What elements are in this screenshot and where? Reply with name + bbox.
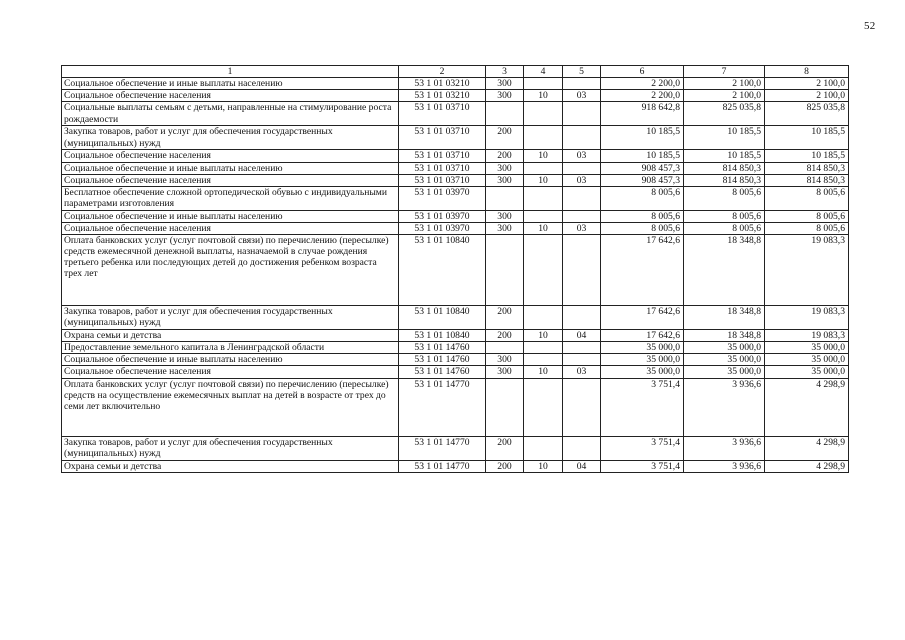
row-code-cell: 53 1 01 03970 [399,210,486,222]
row-name-cell: Закупка товаров, работ и услуг для обеспечения государственных (муниципальных) нужд [62,436,399,460]
row-value1-cell: 17 642,6 [601,330,684,342]
row-name-cell: Социальное обеспечение и иные выплаты населению [62,210,399,222]
row-code-cell: 53 1 01 14770 [399,436,486,460]
row-name-cell: Социальное обеспечение и иные выплаты населению [62,354,399,366]
row-type-cell: 300 [486,354,524,366]
row-value3-cell: 10 185,5 [765,126,849,150]
table-row [62,378,849,436]
row-value3-cell: 35 000,0 [765,354,849,366]
header-cell: 6 [601,66,684,78]
row-code-cell: 53 1 01 03710 [399,102,486,126]
budget-table [61,65,849,473]
row-value3-cell: 8 005,6 [765,222,849,234]
row-value1-cell: 35 000,0 [601,342,684,354]
row-name-cell: Предоставление земельного капитала в Ленинградской области [62,342,399,354]
row-section-cell [524,102,563,126]
row-subsection-cell: 04 [563,460,601,472]
row-name-cell: Бесплатное обеспечение сложной ортопедической обувью с индивидуальными параметрами изготовления [62,186,399,210]
row-name-cell: Закупка товаров, работ и услуг для обеспечения государственных (муниципальных) нужд [62,126,399,150]
row-type-cell: 200 [486,126,524,150]
row-subsection-cell [563,378,601,436]
row-value1-cell: 908 457,3 [601,174,684,186]
row-code-cell: 53 1 01 03970 [399,186,486,210]
row-value2-cell: 3 936,6 [684,460,765,472]
row-code-cell: 53 1 01 14760 [399,342,486,354]
row-value3-cell: 35 000,0 [765,342,849,354]
table-row [62,436,849,460]
row-section-cell: 10 [524,460,563,472]
row-code-cell: 53 1 01 14760 [399,366,486,378]
row-name-cell: Социальное обеспечение населения [62,90,399,102]
row-type-cell: 300 [486,210,524,222]
row-value1-cell: 10 185,5 [601,126,684,150]
row-subsection-cell [563,210,601,222]
row-section-cell: 10 [524,330,563,342]
row-value3-cell: 10 185,5 [765,150,849,162]
header-row [62,66,849,78]
row-subsection-cell: 03 [563,222,601,234]
row-value1-cell: 3 751,4 [601,378,684,436]
row-value2-cell: 18 348,8 [684,306,765,330]
row-name-cell: Социальное обеспечение и иные выплаты населению [62,162,399,174]
row-name-cell: Охрана семьи и детства [62,460,399,472]
row-value1-cell: 35 000,0 [601,354,684,366]
row-code-cell: 53 1 01 14770 [399,460,486,472]
row-value3-cell: 4 298,9 [765,460,849,472]
row-subsection-cell [563,235,601,306]
row-section-cell [524,235,563,306]
row-code-cell: 53 1 01 03210 [399,78,486,90]
row-section-cell [524,78,563,90]
row-code-cell: 53 1 01 10840 [399,330,486,342]
row-code-cell: 53 1 01 03710 [399,126,486,150]
row-value2-cell: 814 850,3 [684,174,765,186]
row-value1-cell: 8 005,6 [601,222,684,234]
table-row [62,174,849,186]
table-row [62,354,849,366]
row-name-cell: Закупка товаров, работ и услуг для обеспечения государственных (муниципальных) нужд [62,306,399,330]
row-value3-cell: 4 298,9 [765,378,849,436]
row-value1-cell: 2 200,0 [601,90,684,102]
row-value3-cell: 19 083,3 [765,235,849,306]
table-row [62,460,849,472]
row-subsection-cell [563,436,601,460]
row-name-cell: Социальное обеспечение населения [62,222,399,234]
row-section-cell [524,162,563,174]
row-value2-cell: 10 185,5 [684,150,765,162]
row-code-cell: 53 1 01 14770 [399,378,486,436]
table-row [62,162,849,174]
row-value3-cell: 8 005,6 [765,210,849,222]
row-type-cell: 300 [486,366,524,378]
row-code-cell: 53 1 01 10840 [399,306,486,330]
row-type-cell: 300 [486,90,524,102]
row-type-cell: 300 [486,174,524,186]
row-section-cell: 10 [524,150,563,162]
row-value1-cell: 35 000,0 [601,366,684,378]
row-value2-cell: 35 000,0 [684,354,765,366]
row-code-cell: 53 1 01 03710 [399,150,486,162]
row-name-cell: Социальное обеспечение населения [62,366,399,378]
budget-table-container [61,65,848,473]
table-row [62,366,849,378]
row-value2-cell: 825 035,8 [684,102,765,126]
row-type-cell [486,235,524,306]
row-subsection-cell [563,354,601,366]
row-value1-cell: 2 200,0 [601,78,684,90]
row-subsection-cell: 04 [563,330,601,342]
row-subsection-cell [563,126,601,150]
row-value2-cell: 2 100,0 [684,78,765,90]
table-row [62,210,849,222]
table-row [62,330,849,342]
row-subsection-cell [563,102,601,126]
row-section-cell [524,342,563,354]
row-subsection-cell: 03 [563,90,601,102]
row-value3-cell: 814 850,3 [765,174,849,186]
row-subsection-cell: 03 [563,174,601,186]
row-value2-cell: 10 185,5 [684,126,765,150]
row-name-cell: Оплата банковских услуг (услуг почтовой связи) по перечислению (пересылке) средств на осуществление ежемесячных выплат на детей в возрасте от трех до семи лет включительно [62,378,399,436]
row-subsection-cell [563,78,601,90]
row-value1-cell: 3 751,4 [601,436,684,460]
header-cell: 4 [524,66,563,78]
row-subsection-cell [563,186,601,210]
row-subsection-cell [563,162,601,174]
row-value3-cell: 825 035,8 [765,102,849,126]
row-section-cell [524,186,563,210]
table-row [62,222,849,234]
table-row [62,126,849,150]
row-subsection-cell: 03 [563,366,601,378]
row-value3-cell: 4 298,9 [765,436,849,460]
header-cell: 1 [62,66,399,78]
row-subsection-cell [563,306,601,330]
row-code-cell: 53 1 01 03710 [399,174,486,186]
row-value1-cell: 908 457,3 [601,162,684,174]
row-value2-cell: 8 005,6 [684,210,765,222]
row-subsection-cell: 03 [563,150,601,162]
row-value2-cell: 2 100,0 [684,90,765,102]
row-value1-cell: 3 751,4 [601,460,684,472]
row-section-cell: 10 [524,222,563,234]
row-value1-cell: 8 005,6 [601,210,684,222]
row-value1-cell: 17 642,6 [601,306,684,330]
row-value2-cell: 18 348,8 [684,235,765,306]
row-type-cell: 200 [486,150,524,162]
row-section-cell [524,378,563,436]
row-value3-cell: 8 005,6 [765,186,849,210]
row-section-cell [524,354,563,366]
row-type-cell: 200 [486,306,524,330]
header-cell: 2 [399,66,486,78]
row-code-cell: 53 1 01 14760 [399,354,486,366]
row-value2-cell: 814 850,3 [684,162,765,174]
row-value3-cell: 35 000,0 [765,366,849,378]
table-row [62,235,849,306]
row-name-cell: Социальное обеспечение населения [62,174,399,186]
header-cell: 8 [765,66,849,78]
row-value2-cell: 8 005,6 [684,186,765,210]
row-code-cell: 53 1 01 03710 [399,162,486,174]
row-type-cell [486,186,524,210]
row-value1-cell: 10 185,5 [601,150,684,162]
row-code-cell: 53 1 01 03970 [399,222,486,234]
row-section-cell [524,210,563,222]
row-type-cell: 200 [486,436,524,460]
table-row [62,102,849,126]
row-value2-cell: 18 348,8 [684,330,765,342]
row-value1-cell: 17 642,6 [601,235,684,306]
row-code-cell: 53 1 01 03210 [399,90,486,102]
row-section-cell [524,436,563,460]
row-value3-cell: 2 100,0 [765,78,849,90]
row-value1-cell: 918 642,8 [601,102,684,126]
row-type-cell: 300 [486,162,524,174]
row-value3-cell: 19 083,3 [765,306,849,330]
row-type-cell [486,102,524,126]
row-value2-cell: 3 936,6 [684,436,765,460]
row-name-cell: Оплата банковских услуг (услуг почтовой связи) по перечислению (пересылке) средств ежемесячной денежной выплаты, назначаемой в случае рождения третьего ребенка или последующих детей до достижения ребенком возраста трех лет [62,235,399,306]
row-section-cell [524,306,563,330]
row-value2-cell: 35 000,0 [684,366,765,378]
row-type-cell: 300 [486,78,524,90]
row-value2-cell: 8 005,6 [684,222,765,234]
row-value3-cell: 814 850,3 [765,162,849,174]
row-name-cell: Социальное обеспечение и иные выплаты населению [62,78,399,90]
row-type-cell [486,342,524,354]
row-name-cell: Охрана семьи и детства [62,330,399,342]
row-name-cell: Социальное обеспечение населения [62,150,399,162]
row-code-cell: 53 1 01 10840 [399,235,486,306]
row-name-cell: Социальные выплаты семьям с детьми, направленные на стимулирование роста рождаемости [62,102,399,126]
row-value3-cell: 2 100,0 [765,90,849,102]
row-section-cell [524,126,563,150]
row-type-cell: 200 [486,460,524,472]
header-cell: 5 [563,66,601,78]
header-cell: 7 [684,66,765,78]
table-row [62,186,849,210]
row-type-cell: 200 [486,330,524,342]
table-row [62,342,849,354]
row-subsection-cell [563,342,601,354]
row-value2-cell: 3 936,6 [684,378,765,436]
row-section-cell: 10 [524,174,563,186]
table-row [62,150,849,162]
row-type-cell [486,378,524,436]
table-row [62,90,849,102]
row-value2-cell: 35 000,0 [684,342,765,354]
row-section-cell: 10 [524,90,563,102]
row-section-cell: 10 [524,366,563,378]
row-type-cell: 300 [486,222,524,234]
page-number: 52 [864,20,876,32]
header-cell: 3 [486,66,524,78]
table-row [62,306,849,330]
table-row [62,78,849,90]
row-value1-cell: 8 005,6 [601,186,684,210]
row-value3-cell: 19 083,3 [765,330,849,342]
